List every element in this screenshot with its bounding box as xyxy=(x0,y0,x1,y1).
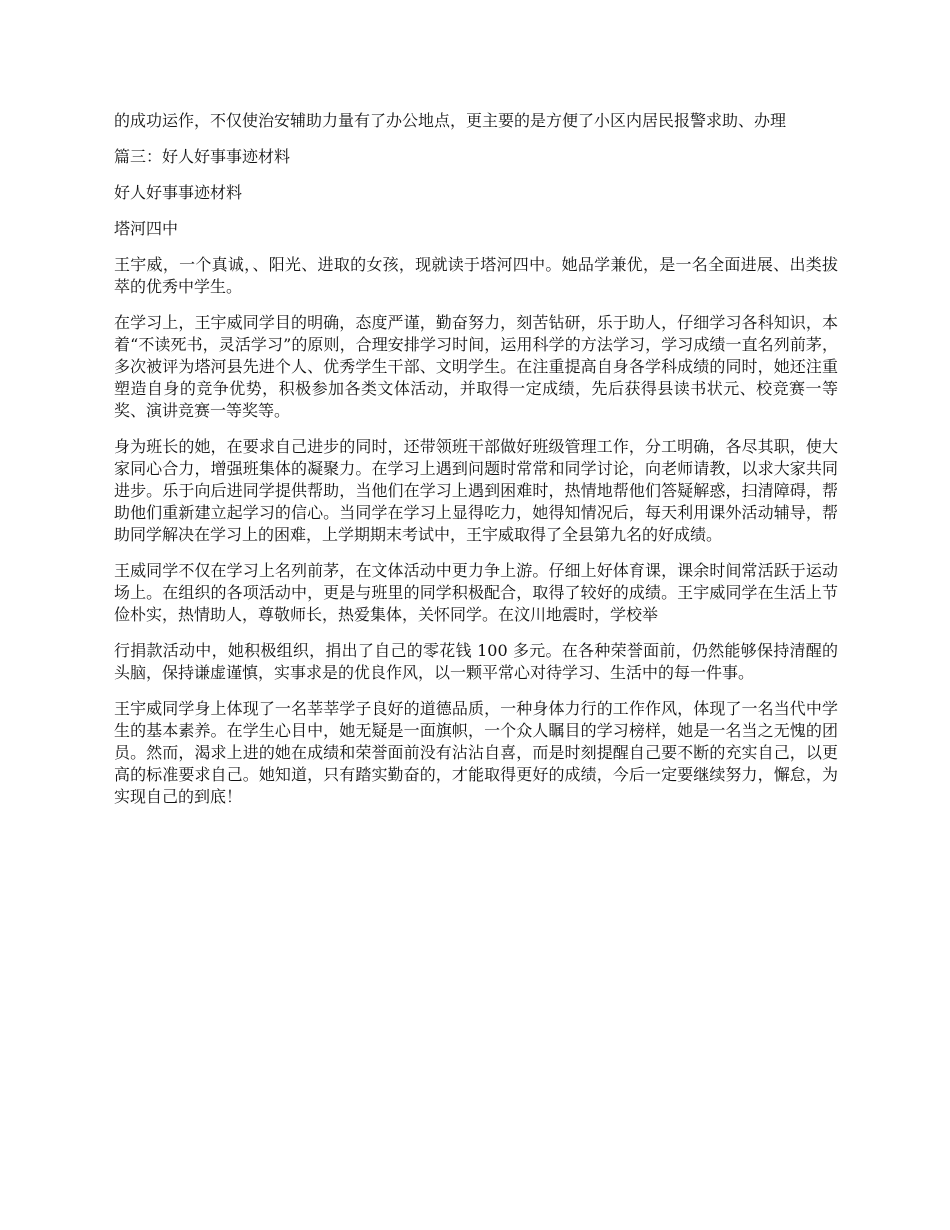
paragraph-activities: 王威同学不仅在学习上名列前茅，在文体活动中更力争上游。仔细上好体育课，课余时间常活跃于运动场上。在组织的各项活动中，更是与班里的同学积极配合，取得了较好的成绩。王宇威同学在生活上节俭朴实，热情助人，尊敬师长，热爱集体，关怀同学。在汶川地震时，学校举 xyxy=(114,561,838,624)
paragraph-study: 在学习上，王宇威同学目的明确，态度严谨，勤奋努力，刻苦钻研，乐于助人，仔细学习各科知识，本着“不读死书，灵活学习”的原则，合理安排学习时间，运用科学的方法学习，学习成绩一直名列前茅，多次被评为塔河县先进个人、优秀学生干部、文明学生。在注重提高自身各学科成绩的同时，她还注重塑造自身的竞争优势，积极参加各类文体活动，并取得一定成绩，先后获得县读书状元、校竞赛一等奖、演讲竞赛一等奖等。 xyxy=(114,313,838,420)
document-body xyxy=(114,110,838,822)
paragraph-leadership: 身为班长的她，在要求自己进步的同时，还带领班干部做好班级管理工作，分工明确，各尽其职，使大家同心合力，增强班集体的凝聚力。在学习上遇到问题时常常和同学讨论，向老师请教，以求大家共同进步。乐于向后进同学提供帮助，当他们在学习上遇到困难时，热情地帮他们答疑解惑，扫清障碍，帮助他们重新建立起学习的信心。当同学在学习上显得吃力，她得知情况后，每天利用课外活动辅导，帮助同学解决在学习上的困难，上学期期末考试中，王宇威取得了全县第九名的好成绩。 xyxy=(114,437,838,544)
school-name: 塔河四中 xyxy=(114,219,179,238)
paragraph-conclusion: 王宇威同学身上体现了一名莘莘学子良好的道德品质，一种身体力行的工作作风，体现了一名当代中学生的基本素养。在学生心目中，她无疑是一面旗帜，一个众人瞩目的学习榜样，她是一名当之无愧的团员。然而，渴求上进的她在成绩和荣誉面前没有沾沾自喜，而是时刻提醒自己要不断的充实自己，以更高的标准要求自己。她知道，只有踏实勤奋的，才能取得更好的成绩，今后一定要继续努力，懈怠，为实现自己的到底！ xyxy=(114,699,838,806)
paragraph-intro: 王宇威，一个真诚，、阳光、进取的女孩，现就读于塔河四中。她品学兼优，是一名全面进展、出类拔萃的优秀中学生。 xyxy=(114,255,838,296)
article-title: 好人好事事迹材料 xyxy=(114,183,243,202)
paragraph-continuation: 的成功运作，不仅使治安辅助力量有了办公地点，更主要的是方便了小区内居民报警求助、办理 xyxy=(114,111,787,130)
paragraph-donation: 行捐款活动中，她积极组织，捐出了自己的零花钱 100 多元。在各种荣誉面前，仍然能够保持清醒的头脑，保持谦虚谨慎，实事求是的优良作风，以一颗平常心对待学习、生活中的每一件事。 xyxy=(114,641,838,682)
section-heading: 篇三：好人好事事迹材料 xyxy=(114,147,291,166)
